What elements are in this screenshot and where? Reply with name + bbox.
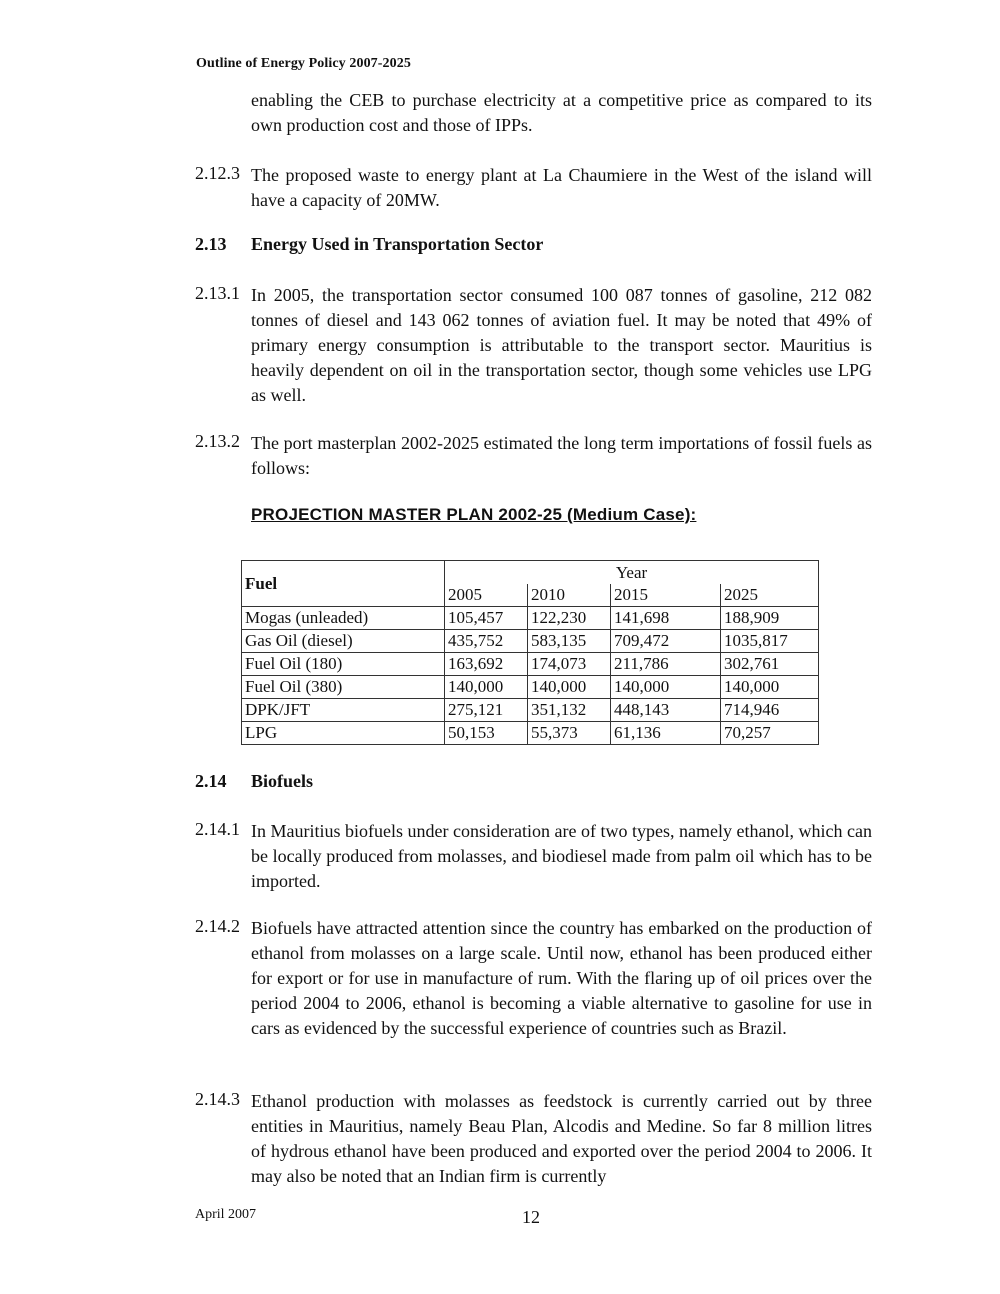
value-cell: 122,230 — [528, 607, 611, 630]
paragraph-2-12-3: The proposed waste to energy plant at La Chaumiere in the West of the island will have a capacity of 20MW. — [251, 165, 872, 210]
section-number-2-14-3: 2.14.3 — [195, 1089, 240, 1109]
section-number-2-14: 2.14 — [195, 771, 227, 791]
section-number-2-13-1: 2.13.1 — [195, 283, 240, 303]
year-header: 2005 — [445, 584, 528, 607]
value-cell: 70,257 — [721, 722, 819, 745]
value-cell: 709,472 — [611, 630, 721, 653]
value-cell: 163,692 — [445, 653, 528, 676]
fuel-name-cell: DPK/JFT — [242, 699, 445, 722]
table-row — [242, 630, 819, 653]
paragraph-2-13-2: The port masterplan 2002-2025 estimated the long term importations of fossil fuels as follows: — [251, 433, 872, 478]
fuel-name-cell: Fuel Oil (180) — [242, 653, 445, 676]
value-cell: 351,132 — [528, 699, 611, 722]
section-number-2-14-1: 2.14.1 — [195, 819, 240, 839]
fuel-name-cell: LPG — [242, 722, 445, 745]
section-number-2-12-3: 2.12.3 — [195, 163, 240, 183]
value-cell: 140,000 — [611, 676, 721, 699]
fuel-name-cell: Gas Oil (diesel) — [242, 630, 445, 653]
fuel-column-header: Fuel — [242, 561, 445, 607]
fuel-name-cell: Mogas (unleaded) — [242, 607, 445, 630]
value-cell: 140,000 — [528, 676, 611, 699]
value-cell: 435,752 — [445, 630, 528, 653]
running-header: Outline of Energy Policy 2007-2025 — [196, 56, 411, 71]
value-cell: 174,073 — [528, 653, 611, 676]
value-cell: 50,153 — [445, 722, 528, 745]
section-number-2-13-2: 2.13.2 — [195, 431, 240, 451]
section-heading-2-14: Biofuels — [251, 771, 314, 791]
value-cell: 141,698 — [611, 607, 721, 630]
table-title: PROJECTION MASTER PLAN 2002-25 (Medium Case): — [251, 505, 697, 524]
fuel-name-cell: Fuel Oil (380) — [242, 676, 445, 699]
section-number-2-14-2: 2.14.2 — [195, 916, 240, 936]
paragraph-2-14-1: In Mauritius biofuels under consideration are of two types, namely ethanol, which can be locally produced from molasses, and biodiesel made from palm oil which has to be imported. — [251, 821, 872, 891]
paragraph-2-14-3: Ethanol production with molasses as feedstock is currently carried out by three entities in Mauritius, namely Beau Plan, Alcodis and Medine. So far 8 million litres of hydrous ethanol have been produced and exported over the period 2004 to 2006. It may also be noted that an Indian firm is currently — [251, 1091, 872, 1186]
value-cell: 275,121 — [445, 699, 528, 722]
intro-continuation-paragraph: enabling the CEB to purchase electricity at a competitive price as compared to its own production cost and those of IPPs. — [251, 90, 872, 135]
section-number-2-13: 2.13 — [195, 234, 227, 254]
year-header: 2015 — [611, 584, 721, 607]
paragraph-2-13-1: In 2005, the transportation sector consumed 100 087 tonnes of gasoline, 212 082 tonnes of diesel and 143 062 tonnes of aviation fuel. It may be noted that 49% of primary energy consumption is attributable to the transport sector. Mauritius is heavily dependent on oil in the transportation sector, though some vehicles use LPG as well. — [251, 285, 872, 405]
value-cell: 61,136 — [611, 722, 721, 745]
table-header-row — [242, 561, 819, 585]
value-cell: 1035,817 — [721, 630, 819, 653]
value-cell: 448,143 — [611, 699, 721, 722]
value-cell: 211,786 — [611, 653, 721, 676]
value-cell: 583,135 — [528, 630, 611, 653]
value-cell: 55,373 — [528, 722, 611, 745]
paragraph-2-14-2: Biofuels have attracted attention since the country has embarked on the production of ethanol from molasses on a large scale. Until now, ethanol has been produced either for export or for use in manufacture of rum. With the flaring up of oil prices over the period 2004 to 2006, ethanol is becoming a viable alternative to gasoline for use in cars as evidenced by the successful experience of countries such as Brazil. — [251, 918, 872, 1038]
value-cell: 105,457 — [445, 607, 528, 630]
section-heading-2-13: Energy Used in Transportation Sector — [251, 234, 544, 254]
page-number: 12 — [522, 1207, 540, 1227]
year-header: 2025 — [721, 584, 819, 607]
value-cell: 188,909 — [721, 607, 819, 630]
table-row — [242, 653, 819, 676]
fuel-projection-table — [241, 560, 819, 745]
value-cell: 140,000 — [445, 676, 528, 699]
table-row — [242, 676, 819, 699]
value-cell: 140,000 — [721, 676, 819, 699]
value-cell: 714,946 — [721, 699, 819, 722]
year-header: 2010 — [528, 584, 611, 607]
year-group-header: Year — [445, 561, 819, 585]
footer-date: April 2007 — [195, 1207, 257, 1222]
value-cell: 302,761 — [721, 653, 819, 676]
table-row — [242, 607, 819, 630]
table-row — [242, 722, 819, 745]
table-row — [242, 699, 819, 722]
